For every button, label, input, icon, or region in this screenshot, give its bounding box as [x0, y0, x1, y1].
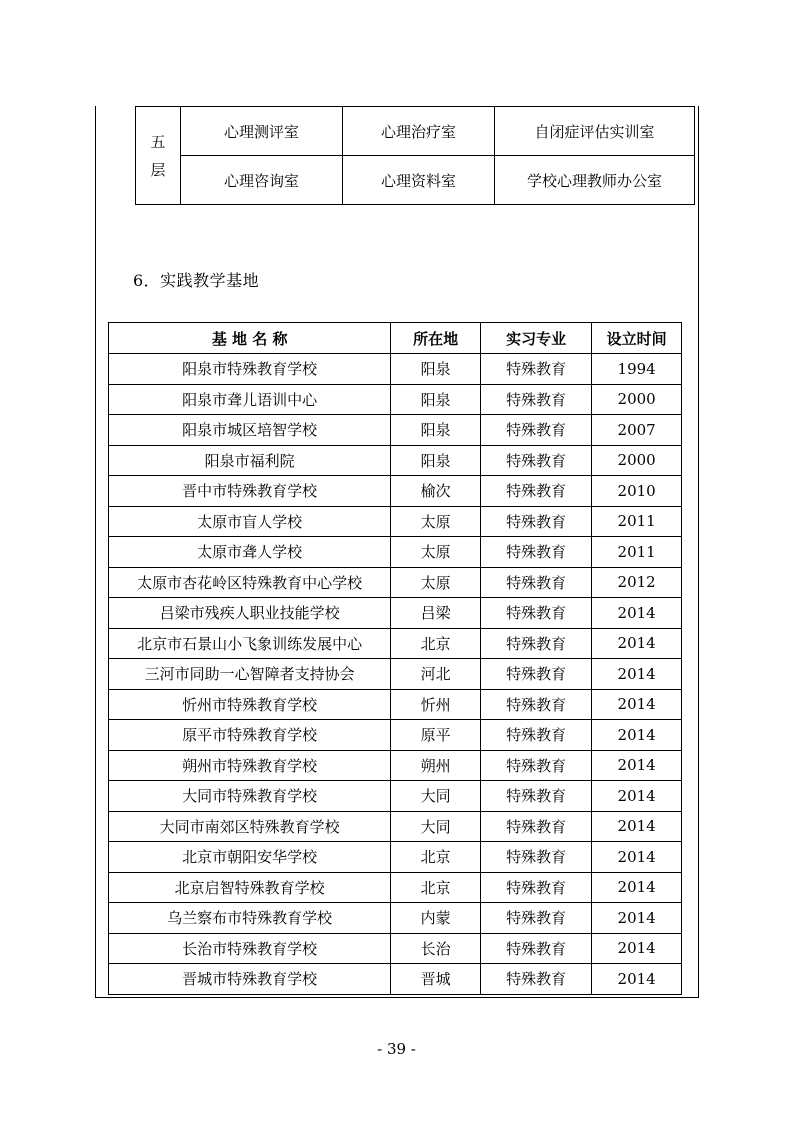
- base-year-cell: 2014: [592, 781, 682, 812]
- header-year: 设立时间: [592, 323, 682, 354]
- page-number: - 39 -: [377, 1040, 416, 1058]
- base-major-cell: 特殊教育: [480, 872, 591, 903]
- base-name-cell: 大同市南郊区特殊教育学校: [109, 811, 391, 842]
- floor-label-char: 层: [150, 160, 166, 179]
- base-major-cell: 特殊教育: [480, 720, 591, 751]
- base-year-cell: 2014: [592, 689, 682, 720]
- base-year-cell: 2014: [592, 659, 682, 690]
- base-location-cell: 吕梁: [391, 598, 481, 629]
- header-name: 基 地 名 称: [109, 323, 391, 354]
- base-location-cell: 忻州: [391, 689, 481, 720]
- base-major-cell: 特殊教育: [480, 537, 591, 568]
- base-location-cell: 原平: [391, 720, 481, 751]
- table-row: [109, 659, 682, 690]
- base-major-cell: 特殊教育: [480, 476, 591, 507]
- base-location-cell: 太原: [391, 506, 481, 537]
- base-name-cell: 太原市聋人学校: [109, 537, 391, 568]
- base-location-cell: 阳泉: [391, 354, 481, 385]
- base-name-cell: 大同市特殊教育学校: [109, 781, 391, 812]
- table-row: [109, 506, 682, 537]
- base-year-cell: 1994: [592, 354, 682, 385]
- base-major-cell: 特殊教育: [480, 811, 591, 842]
- base-major-cell: 特殊教育: [480, 933, 591, 964]
- base-name-cell: 长治市特殊教育学校: [109, 933, 391, 964]
- base-name-cell: 乌兰察布市特殊教育学校: [109, 903, 391, 934]
- base-name-cell: 朔州市特殊教育学校: [109, 750, 391, 781]
- table-row: [109, 567, 682, 598]
- table-row: [136, 107, 695, 156]
- base-name-cell: 北京启智特殊教育学校: [109, 872, 391, 903]
- table-row: [109, 445, 682, 476]
- base-year-cell: 2014: [592, 903, 682, 934]
- room-cell: 心理资料室: [343, 156, 495, 205]
- base-year-cell: 2014: [592, 598, 682, 629]
- base-year-cell: 2010: [592, 476, 682, 507]
- base-location-cell: 榆次: [391, 476, 481, 507]
- practice-bases-table: [108, 322, 682, 995]
- base-location-cell: 太原: [391, 567, 481, 598]
- base-location-cell: 阳泉: [391, 384, 481, 415]
- base-major-cell: 特殊教育: [480, 903, 591, 934]
- table-row: [109, 720, 682, 751]
- base-name-cell: 吕梁市残疾人职业技能学校: [109, 598, 391, 629]
- base-major-cell: 特殊教育: [480, 598, 591, 629]
- room-cell: 学校心理教师办公室: [495, 156, 695, 205]
- base-year-cell: 2014: [592, 842, 682, 873]
- base-name-cell: 阳泉市聋儿语训中心: [109, 384, 391, 415]
- base-major-cell: 特殊教育: [480, 659, 591, 690]
- table-row: [109, 628, 682, 659]
- table-row: [109, 842, 682, 873]
- base-year-cell: 2014: [592, 750, 682, 781]
- floor-label-char: 五: [150, 132, 166, 151]
- header-major: 实习专业: [480, 323, 591, 354]
- base-location-cell: 北京: [391, 628, 481, 659]
- base-major-cell: 特殊教育: [480, 506, 591, 537]
- table-row: [109, 476, 682, 507]
- base-major-cell: 特殊教育: [480, 354, 591, 385]
- base-location-cell: 阳泉: [391, 415, 481, 446]
- base-location-cell: 长治: [391, 933, 481, 964]
- base-location-cell: 北京: [391, 872, 481, 903]
- base-major-cell: 特殊教育: [480, 964, 591, 995]
- base-year-cell: 2014: [592, 933, 682, 964]
- base-location-cell: 内蒙: [391, 903, 481, 934]
- base-location-cell: 朔州: [391, 750, 481, 781]
- base-location-cell: 大同: [391, 811, 481, 842]
- base-year-cell: 2014: [592, 811, 682, 842]
- base-name-cell: 北京市朝阳安华学校: [109, 842, 391, 873]
- base-name-cell: 阳泉市福利院: [109, 445, 391, 476]
- room-cell: 心理咨询室: [181, 156, 343, 205]
- base-name-cell: 原平市特殊教育学校: [109, 720, 391, 751]
- base-year-cell: 2000: [592, 384, 682, 415]
- base-major-cell: 特殊教育: [480, 415, 591, 446]
- floor-rooms-table: [135, 106, 695, 205]
- base-name-cell: 阳泉市城区培智学校: [109, 415, 391, 446]
- base-year-cell: 2011: [592, 506, 682, 537]
- base-major-cell: 特殊教育: [480, 781, 591, 812]
- table-row: [109, 903, 682, 934]
- table-body: [109, 354, 682, 995]
- base-year-cell: 2012: [592, 567, 682, 598]
- table-row: [109, 689, 682, 720]
- base-major-cell: 特殊教育: [480, 689, 591, 720]
- base-name-cell: 太原市盲人学校: [109, 506, 391, 537]
- table-row: [109, 964, 682, 995]
- base-location-cell: 阳泉: [391, 445, 481, 476]
- base-year-cell: 2011: [592, 537, 682, 568]
- base-name-cell: 忻州市特殊教育学校: [109, 689, 391, 720]
- base-name-cell: 晋中市特殊教育学校: [109, 476, 391, 507]
- table-header-row: [109, 323, 682, 354]
- base-name-cell: 晋城市特殊教育学校: [109, 964, 391, 995]
- base-year-cell: 2014: [592, 628, 682, 659]
- table-row: [109, 750, 682, 781]
- base-major-cell: 特殊教育: [480, 384, 591, 415]
- table-row: [109, 811, 682, 842]
- base-year-cell: 2000: [592, 445, 682, 476]
- table-row: [109, 781, 682, 812]
- room-cell: 心理治疗室: [343, 107, 495, 156]
- room-cell: 心理测评室: [181, 107, 343, 156]
- base-major-cell: 特殊教育: [480, 567, 591, 598]
- base-location-cell: 大同: [391, 781, 481, 812]
- header-location: 所在地: [391, 323, 481, 354]
- base-year-cell: 2014: [592, 964, 682, 995]
- base-name-cell: 太原市杏花岭区特殊教育中心学校: [109, 567, 391, 598]
- table-row: [109, 872, 682, 903]
- floor-label: [136, 107, 181, 205]
- base-name-cell: 三河市同助一心智障者支持协会: [109, 659, 391, 690]
- base-location-cell: 北京: [391, 842, 481, 873]
- base-location-cell: 太原: [391, 537, 481, 568]
- base-major-cell: 特殊教育: [480, 445, 591, 476]
- section-heading: 6．实践教学基地: [133, 271, 260, 290]
- base-name-cell: 阳泉市特殊教育学校: [109, 354, 391, 385]
- base-major-cell: 特殊教育: [480, 842, 591, 873]
- base-major-cell: 特殊教育: [480, 628, 591, 659]
- base-year-cell: 2007: [592, 415, 682, 446]
- base-location-cell: 晋城: [391, 964, 481, 995]
- table-row: [136, 156, 695, 205]
- room-cell: 自闭症评估实训室: [495, 107, 695, 156]
- table-row: [109, 598, 682, 629]
- table-row: [109, 537, 682, 568]
- base-year-cell: 2014: [592, 872, 682, 903]
- table-row: [109, 354, 682, 385]
- base-year-cell: 2014: [592, 720, 682, 751]
- table-row: [109, 415, 682, 446]
- table-row: [109, 933, 682, 964]
- table-row: [109, 384, 682, 415]
- base-location-cell: 河北: [391, 659, 481, 690]
- base-name-cell: 北京市石景山小飞象训练发展中心: [109, 628, 391, 659]
- base-major-cell: 特殊教育: [480, 750, 591, 781]
